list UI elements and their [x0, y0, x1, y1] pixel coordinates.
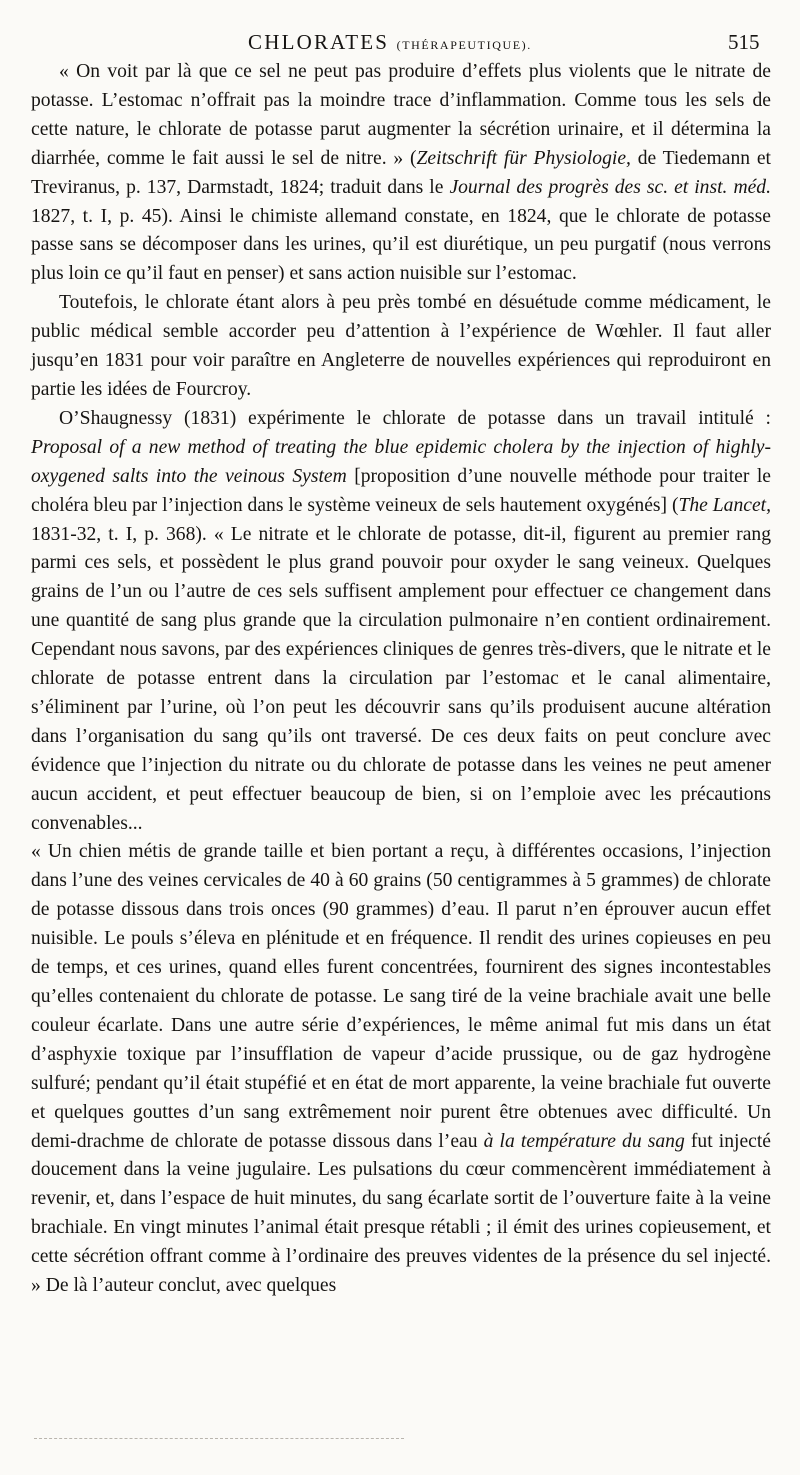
running-header — [0, 26, 800, 60]
page-number: 515 — [728, 30, 760, 54]
text-run: 1827, t. I, p. 45). Ainsi le chimiste allemand constate, en 1824, que le chlorate de potasse passe sans se décomposer dans les urines, qu’il est diurétique, un peu purgatif (nous verrons plus loin ce qu’il faut en penser) et sans action nuisible sur l’estomac. — [31, 205, 771, 285]
paragraph — [31, 838, 771, 1301]
text-run: [proposition d’une nouvelle méthode pour traiter le choléra bleu par l’injection dans le système veineux de sels hautement oxygénés] ( — [31, 465, 771, 516]
text-run: de Tiedemann et Treviranus, p. 137, Darmstadt, 1824; traduit dans le — [31, 147, 771, 198]
text-run: « On voit par là que ce sel ne peut pas produire d’effets plus violents que le nitrate de potasse. L’estomac n’offrait pas la moindre trace d’inflammation. Comme tous les sels de cette nature, le chlorate de potasse parut augmenter la sécrétion urinaire, et il détermina la diarrhée, comme le fait aussi le sel de nitre. » ( — [31, 61, 771, 169]
running-title-main: CHLORATES — [248, 30, 390, 54]
body-text — [31, 58, 771, 1301]
italic-text: Journal des progrès des sc. et inst. méd. — [449, 176, 771, 198]
text-run: fut injecté doucement dans la veine jugulaire. Les pulsations du cœur commencèrent immédiatement à revenir, et, dans l’espace de huit minutes, du sang écarlate sortit de l’ouverture faite à la veine brachiale. En vingt minutes l’animal était presque rétabli ; il émit des urines copieusement, et cette sécrétion offrant comme à l’ordinaire des preuves videntes de la présence du sel injecté. » De là l’auteur conclut, avec quelques — [31, 1130, 771, 1297]
text-run: O’Shaugnessy (1831) expérimente le chlorate de potasse dans un travail intitulé : — [59, 407, 771, 429]
paragraph — [31, 58, 771, 289]
text-run: Toutefois, le chlorate étant alors à peu près tombé en désuétude comme médicament, le public médical semble accorder peu d’attention à l’expérience de Wœhler. Il faut aller jusqu’en 1831 pour voir paraître en Angleterre de nouvelles expériences qui reproduiront en partie les idées de Fourcroy. — [31, 292, 771, 400]
running-title-subtitle: (THÉRAPEUTIQUE). — [396, 38, 532, 52]
italic-text: The Lancet, — [678, 494, 772, 516]
italic-text: Proposal of a new method of treating the blue epidemic cholera by the injection of highly-oxygened salts into the veinous System — [31, 436, 771, 487]
paragraph — [31, 405, 771, 839]
running-title — [248, 30, 532, 55]
paragraph — [31, 289, 771, 405]
footer-rule — [34, 1438, 404, 1439]
italic-text: à la température du sang — [483, 1130, 685, 1152]
text-run: « Un chien métis de grande taille et bien portant a reçu, à différentes occasions, l’injection dans l’une des veines cervicales de 40 à 60 grains (50 centigrammes à 5 grammes) de chlorate de potasse dissous dans trois onces (90 grammes) d’eau. Il parut n’en éprouver aucun effet nuisible. Le pouls s’éleva en plénitude et en fréquence. Il rendit des urines copieuses en peu de temps, et ces urines, quand elles furent concentrées, fournirent des signes incontestables qu’elles contenaient du chlorate de potasse. Le sang tiré de la veine brachiale avait une belle couleur écarlate. Dans une autre série d’expériences, le même animal fut mis dans un état d’asphyxie toxique par l’insufflation de vapeur d’acide prussique, ou de gaz hydrogène sulfuré; pendant qu’il était stupéfié et en état de mort apparente, la veine brachiale fut ouverte et quelques gouttes d’un sang extrêmement noir purent être obtenues avec difficulté. Un demi-drachme de chlorate de potasse dissous dans l’eau — [31, 841, 771, 1152]
text-run: 1831-32, t. I, p. 368). « Le nitrate et le chlorate de potasse, dit-il, figurent au premier rang parmi ces sels, et possèdent le plus grand pouvoir pour oxyder le sang veineux. Quelques grains de l’un ou l’autre de ces sels suffisent amplement pour effectuer ce changement dans une quantité de sang plus grande que la circulation pulmonaire n’en contient ordinairement. Cependant nous savons, par des expériences cliniques de genres très-divers, que le nitrate et le chlorate de potasse entrent dans la circulation par l’estomac et le canal alimentaire, s’éliminent par l’urine, où l’on peut les découvrir sans qu’ils produisent aucune altération dans l’organisation du sang qu’ils ont traversé. De ces deux faits on peut conclure avec évidence que l’injection du nitrate ou du chlorate de potasse dans les veines ne peut amener aucun accident, et peut effectuer beaucoup de bien, si on l’emploie avec les précautions convenables... — [31, 523, 771, 834]
italic-text: Zeitschrift für Physiologie, — [416, 147, 631, 169]
